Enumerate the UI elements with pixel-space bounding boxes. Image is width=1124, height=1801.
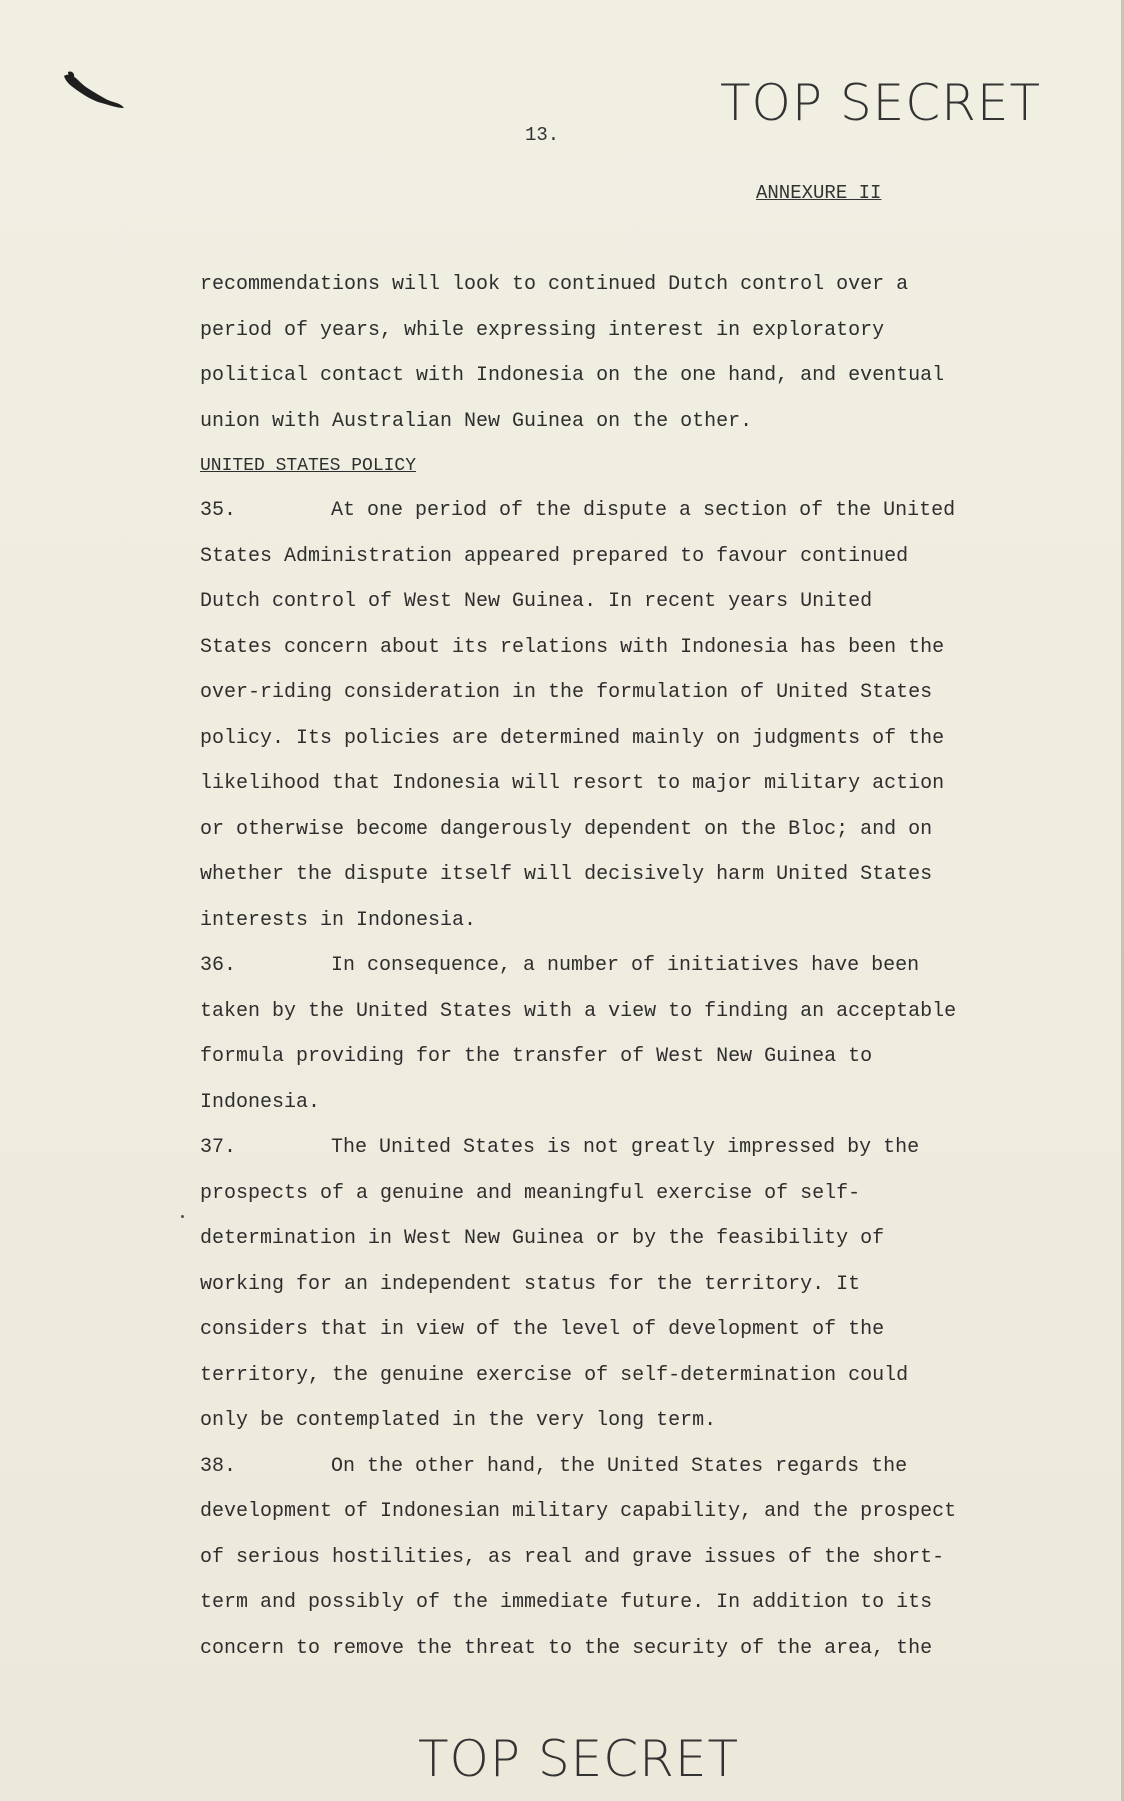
intro-line: period of years, while expressing interest in exploratory — [200, 318, 885, 342]
paragraph-line: taken by the United States with a view to finding an acceptable — [200, 999, 957, 1023]
paragraph-line: policy. Its policies are determined mainly on judgments of the — [200, 726, 945, 750]
annexure-label: ANNEXURE II — [756, 182, 882, 204]
paragraph-line: Dutch control of West New Guinea. In recent years United — [200, 590, 873, 613]
paragraph-line: On the other hand, the United States regards the — [331, 1454, 908, 1478]
paragraph-line: likelihood that Indonesia will resort to major military action — [200, 772, 945, 795]
paragraph-35-first-line — [200, 488, 1080, 534]
classification-header: TOP SECRET — [720, 74, 1042, 132]
paragraph-line: States concern about its relations with Indonesia has been the — [200, 635, 945, 659]
paragraph-line: working for an independent status for the territory. It — [200, 1272, 861, 1296]
paragraph-line: At one period of the dispute a section of the United — [331, 499, 956, 522]
intro-line: recommendations will look to continued Dutch control over a — [200, 273, 909, 296]
paragraph-line: of serious hostilities, as real and grave issues of the short- — [200, 1545, 945, 1569]
classification-footer: TOP SECRET — [418, 1730, 740, 1788]
paragraph-line: The United States is not greatly impressed by the — [331, 1136, 920, 1159]
paragraph-line: or otherwise become dangerously dependent on the Bloc; and on — [200, 817, 933, 841]
intro-line: political contact with Indonesia on the one hand, and eventual — [200, 364, 945, 387]
paragraph-number: 35. — [200, 499, 237, 522]
paragraph-38-first-line — [200, 1444, 1080, 1490]
paragraph-line: territory, the genuine exercise of self-determination could — [200, 1363, 909, 1387]
paragraph-number: 38. — [200, 1454, 237, 1478]
paragraph-number: 36. — [200, 954, 237, 977]
intro-line: union with Australian New Guinea on the other. — [200, 409, 753, 433]
paragraph-line: determination in West New Guinea or by the feasibility of — [200, 1227, 885, 1250]
paragraph-36-first-line — [200, 943, 1080, 989]
page-number: 13. — [525, 124, 560, 146]
ink-mark-icon — [60, 68, 130, 116]
paragraph-line: term and possibly of the immediate future. In addition to its — [200, 1591, 933, 1614]
paragraph-37-first-line — [200, 1125, 1080, 1171]
paragraph-line: prospects of a genuine and meaningful exercise of self- — [200, 1181, 861, 1205]
section-heading: UNITED STATES POLICY — [200, 456, 417, 476]
margin-speck — [181, 1215, 184, 1218]
paragraph-line: only be contemplated in the very long term. — [200, 1409, 717, 1432]
paragraph-line: States Administration appeared prepared to favour continued — [200, 544, 909, 568]
paragraph-line: over-riding consideration in the formulation of United States — [200, 681, 933, 704]
paragraph-line: In consequence, a number of initiatives have been — [331, 954, 920, 977]
paragraph-line: development of Indonesian military capability, and the prospect — [200, 1500, 957, 1523]
paragraph-number: 37. — [200, 1136, 237, 1159]
paragraph-line: whether the dispute itself will decisively harm United States — [200, 863, 933, 886]
paragraph-line: formula providing for the transfer of West New Guinea to — [200, 1045, 873, 1068]
paragraph-line: considers that in view of the level of development of the — [200, 1318, 885, 1341]
document-body — [200, 262, 1080, 1671]
paragraph-line: concern to remove the threat to the security of the area, the — [200, 1636, 933, 1660]
paragraph-line: Indonesia. — [200, 1090, 321, 1114]
paragraph-line: interests in Indonesia. — [200, 908, 477, 932]
